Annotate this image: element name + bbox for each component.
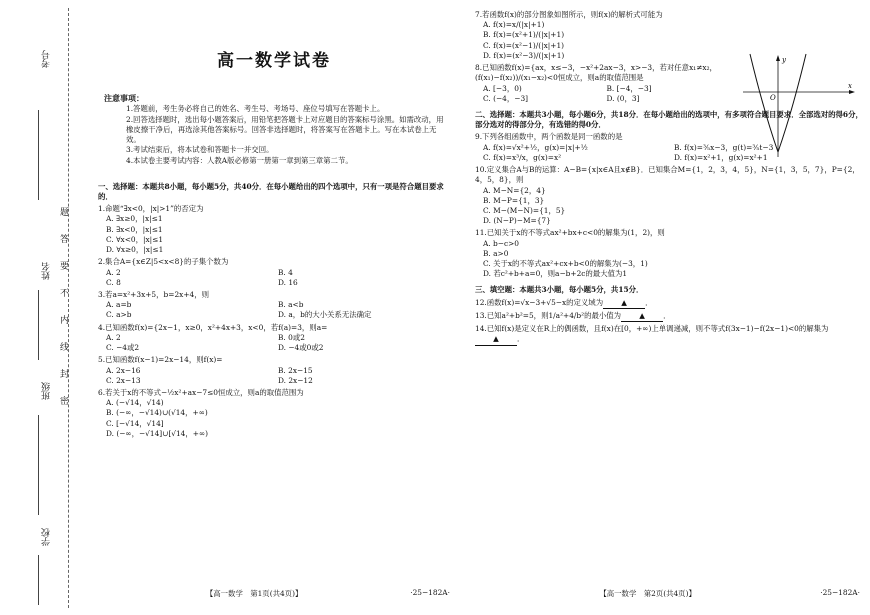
question-stem: 5.已知函数f(x−1)=2x−14，则f(x)= — [98, 355, 223, 365]
answer-option: D. ∀x≥0，|x|≤1 — [106, 245, 164, 255]
question — [98, 290, 450, 321]
section-heading: 一、选择题：本题共8小题，每小题5分，共40分．在每小题给出的四个选项中，只有一项是符合题目要求的． — [98, 181, 444, 202]
answer-option: A. a=b — [106, 300, 132, 310]
note-item: 2.回答选择题时，选出每小题答案后，用铅笔把答题卡上对应题目的答案标号涂黑。如需改动，用橡皮擦干净后，再选涂其他答案标号。回答非选择题时，将答案写在答题卡上。写在本试卷上无效。 — [126, 114, 444, 145]
kaohao-line — [38, 110, 39, 200]
answer-option: D. 若c²+b+a=0，则a−b+2c的最大值为1 — [483, 269, 628, 279]
notes-heading: 注意事项： — [104, 93, 144, 104]
answer-option: D. f(x)=(x²−3)/(|x|+1) — [483, 50, 565, 60]
answer-option: C. a>b — [106, 310, 132, 320]
answer-option: B. (−∞，−√14)∪(√14，+∞) — [106, 408, 208, 418]
footer-page: 【高一数学 第1页(共4页)】 — [205, 589, 303, 598]
answer-option: B. ∃x<0，|x|≤1 — [106, 224, 163, 234]
answer-option: B. 0或2 — [278, 332, 305, 342]
question — [98, 257, 450, 288]
note-item: 3.考试结束后，将本试卷和答题卡一并交回。 — [126, 145, 274, 155]
footer-code: ·25−182A· — [820, 588, 860, 597]
option-grid — [106, 333, 450, 353]
question-stem: 6.若关于x的不等式−½x²+ax−7≤0恒成立，则a的取值范围为 — [98, 387, 304, 397]
footer-code: ·25−182A· — [410, 588, 450, 597]
answer-option: A. (−√14，√14) — [106, 398, 164, 408]
answer-option: B. f(x)=(x²+1)/(|x|+1) — [483, 30, 565, 40]
warn-char: 题 — [60, 208, 70, 218]
question-stem: 8.已知函数f(x)={ax，x≤−3，−x²+2ax−3，x>−3，若对任意x₁≠x₂，(f(x₁)−f(x₂))/(x₁−x₂)<0恒成立，则a的取值范围是 — [475, 63, 717, 83]
question — [98, 388, 450, 439]
answer-option: A. 2 — [106, 332, 121, 342]
answer-option: C. (−4，−3] — [483, 93, 529, 103]
question — [98, 204, 450, 255]
answer-option: A. 2x−16 — [106, 365, 141, 375]
answer-option: B. M−P={1，3} — [483, 195, 545, 205]
footer-page: 【高一数学 第2页(共4页)】 — [599, 589, 696, 598]
exam-title: 高一数学试卷 — [217, 51, 331, 71]
answer-option: A. f(x)=x/(|x|+1) — [483, 20, 545, 30]
question-stem: 2.集合A={x∈Z|5<x<8}的子集个数为 — [98, 257, 229, 267]
question-stem: 11.已知关于x的不等式ax²+bx+c<0的解集为(1，2)，则 — [475, 228, 665, 238]
binding-margin — [0, 0, 78, 615]
note-item: 4.本试卷主要考试内容：人教A版必修第一册第一章到第三章第二节。 — [126, 155, 353, 165]
answer-blank: ▲ — [621, 311, 663, 322]
x-label: x — [848, 82, 852, 90]
answer-option: A. f(x)=√x²+½，g(x)=|x|+½ — [483, 142, 588, 152]
answer-option: D. (−∞，−√14]∪[√14，+∞) — [106, 428, 208, 438]
question-stem: 1.命题“∃x<0，|x|>1”的否定为 — [98, 204, 204, 214]
footer-left — [98, 588, 450, 599]
answer-option: C. f(x)=(x²−1)/(|x|+1) — [483, 40, 565, 50]
answer-option: D. 2x−12 — [278, 375, 313, 385]
answer-option: C. 8 — [106, 277, 121, 287]
answer-option: D. f(x)=x²+1，g(x)=x²+1 — [674, 152, 768, 162]
banji-line — [38, 415, 39, 515]
answer-option: D. (N−P)−M={7} — [483, 216, 551, 226]
answer-option: C. 关于x的不等式ax²+cx+b<0的解集为(−3，1) — [483, 259, 648, 269]
question — [475, 165, 865, 226]
question-stem: 4.已知函数f(x)={2x−1，x≥0，x²+4x+3，x<0，若f(a)=3，则a= — [98, 322, 328, 332]
warn-char: 答 — [60, 235, 70, 245]
answer-option: B. 2x−15 — [278, 365, 313, 375]
origin-label: O — [770, 94, 776, 102]
kaohao-label: 考号 — [42, 50, 52, 68]
option-grid — [483, 84, 730, 104]
answer-option: C. [−√14，√14] — [106, 418, 164, 428]
answer-option: A. [−3，0) — [483, 83, 522, 93]
seal-dashed-line — [68, 8, 69, 608]
question — [475, 10, 730, 61]
option-grid — [106, 268, 450, 288]
answer-option: A. ∃x≥0，|x|≤1 — [106, 214, 163, 224]
question-end: ． — [663, 310, 671, 320]
fill-question — [475, 324, 865, 345]
warn-char: 封 — [60, 370, 70, 380]
question-end: ． — [517, 334, 525, 344]
y-label: y — [782, 56, 786, 64]
warn-char: 内 — [60, 316, 70, 326]
answer-option: A. M−N={2，4} — [483, 185, 546, 195]
question-stem: 10.定义集合A与B的运算：A−B={x|x∈A且x∉B}．已知集合M={1，2，3，4，5}，N={1，3，5，7}，P={2，4，5，8}，则 — [475, 165, 860, 185]
answer-option: B. [−4，−3] — [606, 83, 652, 93]
answer-option: D. −4或0或2 — [278, 343, 324, 353]
curve-left — [750, 54, 778, 152]
fill-question — [475, 298, 865, 309]
answer-option: D. 16 — [278, 277, 298, 287]
question — [98, 355, 450, 386]
question-stem: 12.函数f(x)=√x−3+√5−x的定义域为 — [475, 297, 604, 307]
question — [475, 228, 865, 279]
xingming-label: 姓名 — [42, 262, 52, 280]
option-grid — [106, 300, 450, 320]
answer-option: B. 4 — [278, 267, 293, 277]
function-graph — [738, 52, 858, 162]
note-item: 1.答题前，考生务必将自己的姓名、考生号、考场号、座位号填写在答题卡上。 — [126, 104, 385, 114]
y-arrow — [776, 55, 780, 61]
question-stem: 7.若函数f(x)的部分图象如图所示，则f(x)的解析式可能为 — [475, 10, 663, 19]
answer-option: C. f(x)=x³/x，g(x)=x² — [483, 152, 562, 162]
warn-char: 要 — [60, 262, 70, 272]
curve-right — [778, 54, 806, 152]
question-stem: 13.已知a²+b²=5，则1/a²+4/b²的最小值为 — [475, 310, 622, 320]
question-stem: 9.下列各组函数中，两个函数是同一函数的是 — [475, 132, 623, 142]
answer-option: B. a<b — [278, 300, 304, 310]
xingming-line — [38, 290, 39, 360]
fill-question — [475, 311, 865, 322]
footer-right — [475, 588, 860, 599]
answer-option: B. a>0 — [483, 248, 509, 258]
xuexiao-line — [38, 555, 39, 605]
question-stem: 3.若a=x²+3x+5，b=2x+4，则 — [98, 289, 209, 299]
banji-label: 班级 — [42, 382, 52, 400]
answer-blank: ▲ — [603, 298, 645, 309]
answer-option: C. 2x−13 — [106, 375, 141, 385]
answer-option: A. b−c>0 — [483, 238, 519, 248]
left-column — [98, 8, 450, 439]
warn-char: 线 — [60, 343, 70, 353]
question-end: ． — [645, 297, 653, 307]
question-stem: 14.已知f(x)是定义在R上的偶函数，且f(x)在[0，+∞)上单调递减，则不等式f(3x−1)−f(2x−1)<0的解集为 — [475, 324, 829, 334]
question — [98, 323, 450, 354]
answer-blank: ▲ — [475, 334, 517, 345]
section-heading: 二、选择题：本题共3小题，每小题6分，共18分．在每小题给出的选项中，有多项符合题目要求．全部选对的得6分，部分选对的得部分分，有选错的得0分． — [475, 109, 863, 130]
answer-option: C. −4或2 — [106, 343, 140, 353]
warn-char: 密 — [60, 397, 70, 407]
xuexiao-label: 学校 — [42, 528, 52, 546]
question-list — [475, 10, 730, 104]
section-heading: 三、填空题：本题共3小题，每小题5分，共15分． — [475, 285, 644, 295]
answer-option: B. f(x)=⅗x−3，g(t)=⅗t−3 — [674, 142, 774, 152]
warn-char: 不 — [60, 289, 70, 299]
answer-option: D. a，b的大小关系无法确定 — [278, 310, 372, 320]
answer-option: A. 2 — [106, 267, 121, 277]
x-arrow — [849, 90, 855, 94]
answer-option: D. (0，3] — [606, 93, 640, 103]
fill-question-list — [475, 298, 865, 346]
option-grid — [106, 366, 450, 386]
question-list — [98, 204, 450, 439]
question — [475, 63, 730, 104]
answer-option: C. M−(M−N)={1，5} — [483, 205, 566, 215]
answer-option: C. ∀x<0，|x|≤1 — [106, 234, 164, 244]
